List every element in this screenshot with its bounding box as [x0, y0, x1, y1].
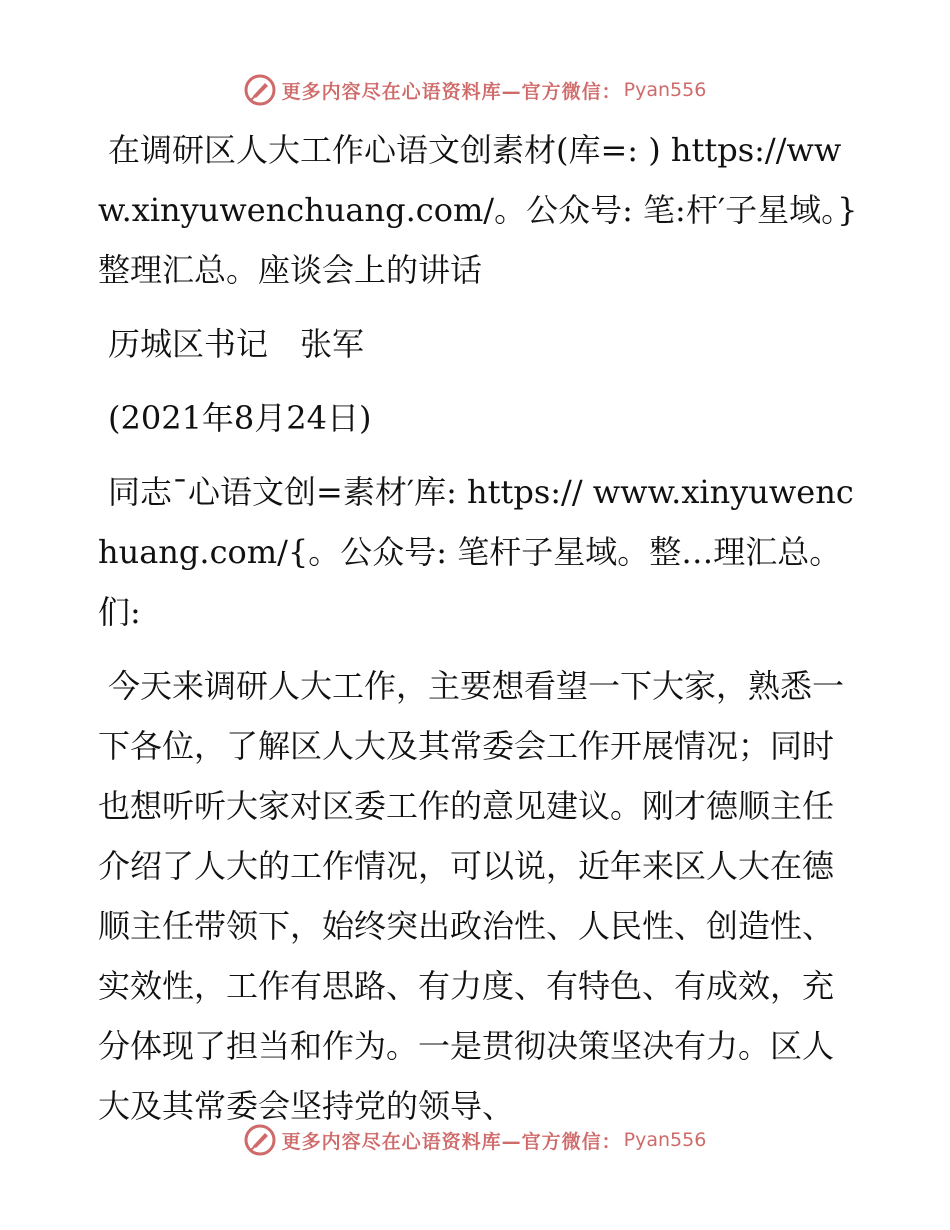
- speaker-line: 历城区书记 张军: [108, 325, 365, 363]
- banner-wechat-id: Pyan556: [623, 1129, 707, 1151]
- document-title: 在调研区人大工作心语文创素材(库=: ) https://www.xinyuwenchuang.com/。公众号: 笔:杆′子星域。}整理汇总。座谈会上的讲话: [98, 131, 858, 289]
- header-banner: [0, 70, 950, 110]
- date-line: (2021年8月24日): [108, 399, 372, 437]
- footer-banner: [0, 1120, 950, 1160]
- salutation: 同志¯心语文创=素材′库: https:// www.xinyuwenchuang.com/{。公众号: 笔杆子星域。整…理汇总。们:: [98, 473, 854, 631]
- banner-text: 更多内容尽在心语资料库—官方微信：: [281, 80, 622, 103]
- body-paragraph: 今天来调研人大工作，主要想看望一下大家，熟悉一下各位，了解区人大及其常委会工作开展情况；同时也想听听大家对区委工作的意见建议。刚才德顺主任介绍了人大的工作情况，可以说，近年来区人大在德顺主任带领下，始终突出政治性、人民性、创造性、实效性，工作有思路、有力度、有特色、有成效，充分体现了担当和作为。一是贯彻决策坚决有力。区人大及其常委会坚持党的领导、: [98, 667, 845, 1125]
- document-body: [98, 120, 858, 1136]
- banner-wechat-id: Pyan556: [623, 79, 707, 101]
- banner-text: 更多内容尽在心语资料库—官方微信：: [281, 1130, 622, 1153]
- quill-book-logo-icon: [244, 1124, 276, 1156]
- quill-book-logo-icon: [244, 74, 276, 106]
